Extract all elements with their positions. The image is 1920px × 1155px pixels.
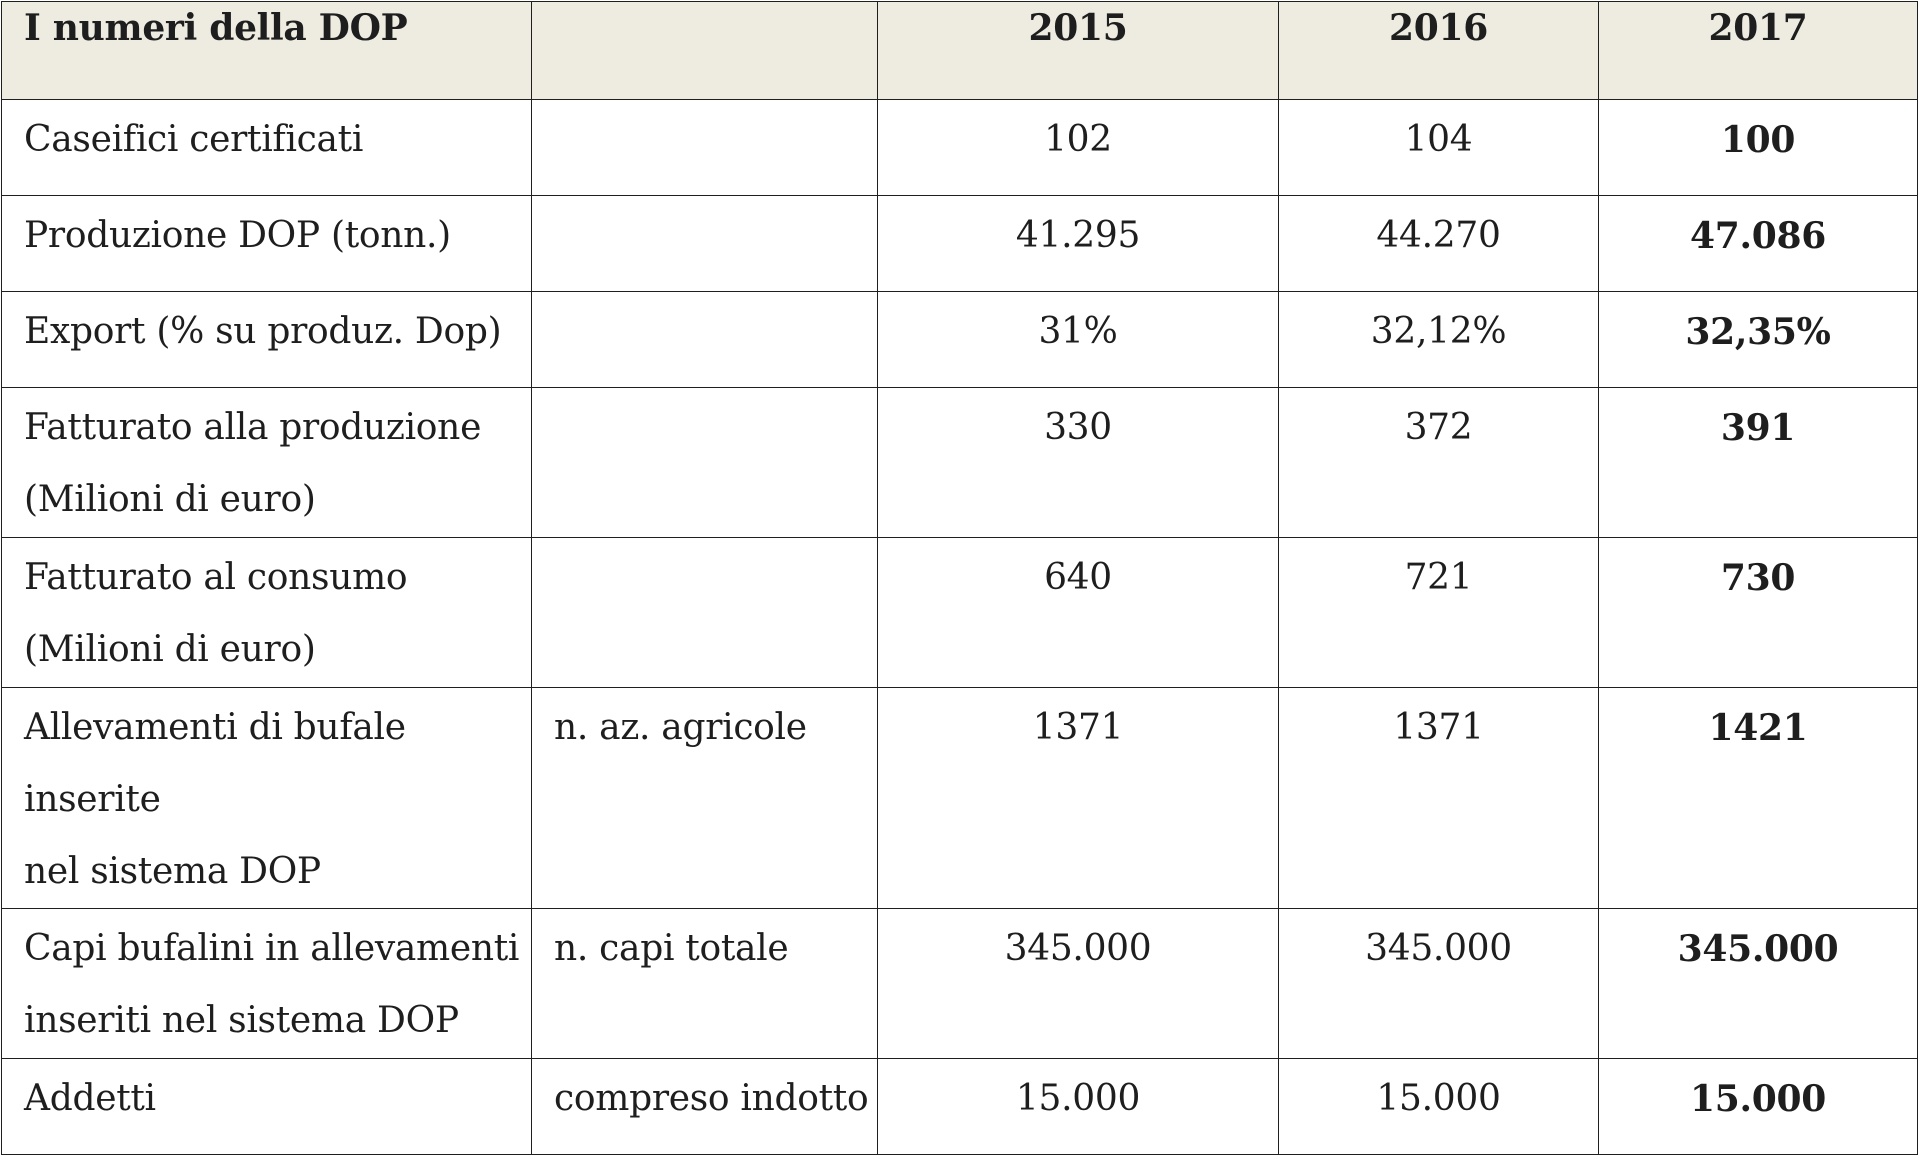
row-label-produzione: Produzione DOP (tonn.): [2, 196, 532, 292]
row-unit: [532, 196, 878, 292]
row-label-addetti: Addetti: [2, 1059, 532, 1155]
row-unit: compreso indotto: [532, 1059, 878, 1155]
row-unit: n. capi totale: [532, 909, 878, 1059]
value-2017: 391: [1599, 388, 1918, 538]
value-2017: 47.086: [1599, 196, 1918, 292]
value-2015: 102: [878, 100, 1279, 196]
value-2016: 721: [1279, 538, 1599, 688]
row-unit: [532, 388, 878, 538]
value-2015: 640: [878, 538, 1279, 688]
header-year-2017: 2017: [1599, 2, 1918, 100]
label-line: (Milioni di euro): [24, 629, 316, 670]
value-2015: 345.000: [878, 909, 1279, 1059]
row-label-export: Export (% su produz. Dop): [2, 292, 532, 388]
row-unit: n. az. agricole: [532, 688, 878, 909]
table-row: [2, 100, 1918, 196]
header-unit-cell: [532, 2, 878, 100]
value-2016: 32,12%: [1279, 292, 1599, 388]
value-2017: 15.000: [1599, 1059, 1918, 1155]
table-title: I numeri della DOP: [2, 2, 532, 100]
value-2017: 32,35%: [1599, 292, 1918, 388]
table-row: [2, 388, 1918, 538]
row-label-capi-bufalini: [2, 909, 532, 1059]
table-row: [2, 196, 1918, 292]
label-line: (Milioni di euro): [24, 479, 316, 520]
value-2017: 730: [1599, 538, 1918, 688]
label-line: Allevamenti di bufale inserite: [24, 707, 406, 820]
table-row: [2, 538, 1918, 688]
row-unit: [532, 292, 878, 388]
value-2015: 31%: [878, 292, 1279, 388]
value-2016: 372: [1279, 388, 1599, 538]
value-2016: 104: [1279, 100, 1599, 196]
value-2016: 345.000: [1279, 909, 1599, 1059]
value-2015: 15.000: [878, 1059, 1279, 1155]
label-line: Capi bufalini in allevamenti: [24, 928, 520, 969]
value-2016: 44.270: [1279, 196, 1599, 292]
value-2017: 345.000: [1599, 909, 1918, 1059]
header-year-2015: 2015: [878, 2, 1279, 100]
row-label-fatturato-produzione: [2, 388, 532, 538]
table-row: [2, 688, 1918, 909]
row-unit: [532, 100, 878, 196]
value-2017: 100: [1599, 100, 1918, 196]
value-2016: 1371: [1279, 688, 1599, 909]
label-line: Fatturato al consumo: [24, 557, 408, 598]
row-label-allevamenti: [2, 688, 532, 909]
header-year-2016: 2016: [1279, 2, 1599, 100]
label-line: inseriti nel sistema DOP: [24, 1000, 459, 1041]
value-2016: 15.000: [1279, 1059, 1599, 1155]
row-label-fatturato-consumo: [2, 538, 532, 688]
value-2015: 41.295: [878, 196, 1279, 292]
value-2017: 1421: [1599, 688, 1918, 909]
value-2015: 330: [878, 388, 1279, 538]
label-line: nel sistema DOP: [24, 851, 321, 892]
row-label-caseifici: Caseifici certificati: [2, 100, 532, 196]
table-row: [2, 909, 1918, 1059]
table-header-row: [2, 2, 1918, 100]
label-line: Fatturato alla produzione: [24, 407, 482, 448]
table-row: [2, 292, 1918, 388]
table-row: [2, 1059, 1918, 1155]
dop-numbers-table: [1, 1, 1918, 1155]
value-2015: 1371: [878, 688, 1279, 909]
row-unit: [532, 538, 878, 688]
